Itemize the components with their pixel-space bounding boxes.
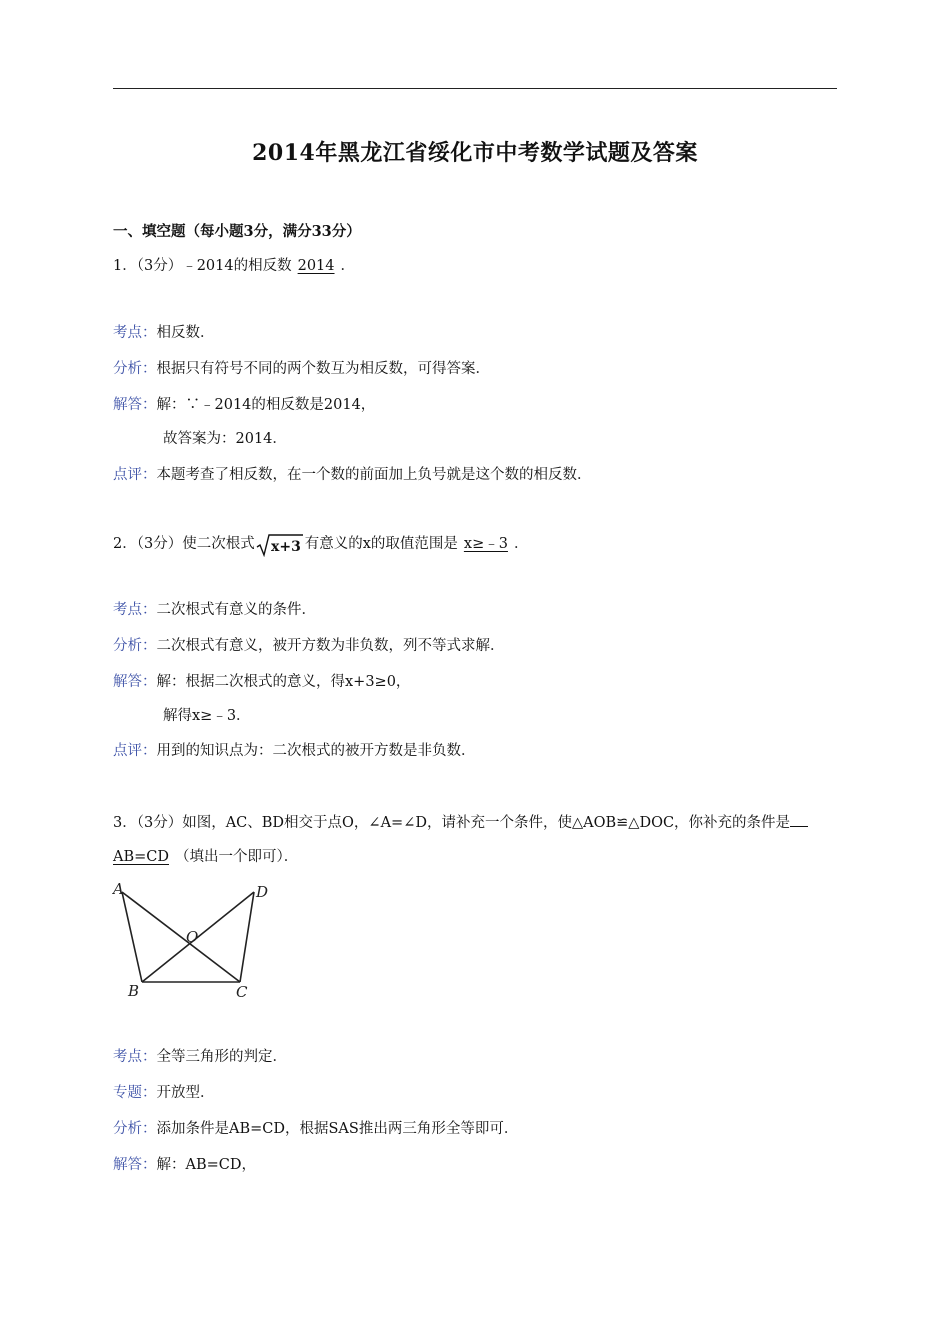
dianping-label: 点评： — [113, 467, 157, 483]
q3-kaodian: 全等三角形的判定． — [156, 1049, 287, 1065]
sqrt-sign-icon — [256, 533, 304, 557]
q2-jieda-2: 解得x≥﹣3． — [163, 708, 251, 724]
point-label-o: O — [186, 928, 199, 946]
jieda-label: 解答： — [113, 674, 157, 690]
q3-answer-blank-start — [790, 812, 808, 827]
question-3-line-1 — [113, 812, 808, 833]
kaodian-label: 考点： — [113, 1049, 157, 1065]
q2-jieda-1: 解：根据二次根式的意义，得x+3≥0， — [156, 674, 411, 690]
question-1 — [113, 256, 355, 276]
q1-fenxi-row — [113, 359, 490, 379]
q2-answer: x≥﹣3 — [463, 536, 508, 552]
q3-answer: AB=CD — [113, 849, 169, 865]
q2-kaodian-row — [113, 600, 316, 620]
jieda-label: 解答： — [113, 397, 157, 413]
q3-zhuanti: 开放型． — [156, 1085, 215, 1101]
q3-stem-end: （填出一个即可）． — [175, 849, 299, 865]
q2-stem-end: ． — [513, 536, 529, 552]
q2-stem-mid: 有意义的x的取值范围是 — [304, 536, 458, 552]
kaodian-label: 考点： — [113, 325, 157, 341]
q2-stem: 2．（3分）使二次根式 — [113, 536, 255, 552]
q2-radicand: x+3 — [270, 539, 301, 555]
q2-fenxi-row — [113, 636, 505, 656]
q3-fenxi-row — [113, 1119, 518, 1139]
q1-jieda-1: 解：∵﹣2014的相反数是2014， — [156, 397, 376, 413]
q1-jieda-row — [113, 395, 375, 415]
q1-fenxi: 根据只有符号不同的两个数互为相反数，可得答案． — [156, 361, 490, 377]
q2-dianping-row — [113, 741, 476, 761]
kaodian-label: 考点： — [113, 602, 157, 618]
q3-kaodian-row — [113, 1047, 287, 1067]
point-label-b: B — [128, 982, 140, 1000]
q3-stem: 3．（3分）如图，AC、BD相交于点O，∠A=∠D，请补充一个条件，使△AOB≌△DOC，你补充的条件是 — [113, 815, 791, 831]
q1-stem: 1．（3分）﹣2014的相反数 — [113, 258, 292, 274]
q1-answer: 2014 — [297, 258, 335, 274]
q1-dianping: 本题考查了相反数，在一个数的前面加上负号就是这个数的相反数． — [156, 467, 592, 483]
point-label-a: A — [113, 880, 124, 898]
q3-jieda-row — [113, 1155, 256, 1175]
q2-dianping: 用到的知识点为：二次根式的被开方数是非负数． — [156, 743, 476, 759]
page-title: 2014年黑龙江省绥化市中考数学试题及答案 — [252, 140, 698, 166]
zhuanti-label: 专题： — [113, 1085, 157, 1101]
q1-kaodian: 相反数． — [156, 325, 215, 341]
q1-jieda-2: 故答案为：2014． — [163, 431, 287, 447]
q3-fenxi: 添加条件是AB=CD，根据SAS推出两三角形全等即可． — [156, 1121, 519, 1137]
q1-dianping-row — [113, 465, 592, 485]
q2-jieda-row — [113, 672, 410, 692]
fenxi-label: 分析： — [113, 638, 157, 654]
question-3-line-2 — [113, 847, 298, 867]
q1-kaodian-row — [113, 323, 215, 343]
q2-fenxi: 二次根式有意义，被开方数为非负数，列不等式求解． — [156, 638, 505, 654]
sqrt-expression — [256, 533, 304, 555]
section-heading: 一、填空题（每小题3分，满分33分） — [113, 223, 361, 240]
jieda-label: 解答： — [113, 1157, 157, 1173]
q3-jieda-1: 解：AB=CD， — [156, 1157, 256, 1173]
triangle-figure — [112, 880, 282, 1000]
q1-stem-end: ． — [340, 258, 356, 274]
point-label-c: C — [236, 983, 248, 1000]
point-label-d: D — [256, 883, 269, 901]
question-2 — [113, 533, 528, 555]
q3-zhuanti-row — [113, 1083, 215, 1103]
q2-kaodian: 二次根式有意义的条件． — [156, 602, 316, 618]
fenxi-label: 分析： — [113, 361, 157, 377]
segment-cd — [240, 892, 254, 982]
dianping-label: 点评： — [113, 743, 157, 759]
header-rule — [113, 88, 837, 89]
fenxi-label: 分析： — [113, 1121, 157, 1137]
